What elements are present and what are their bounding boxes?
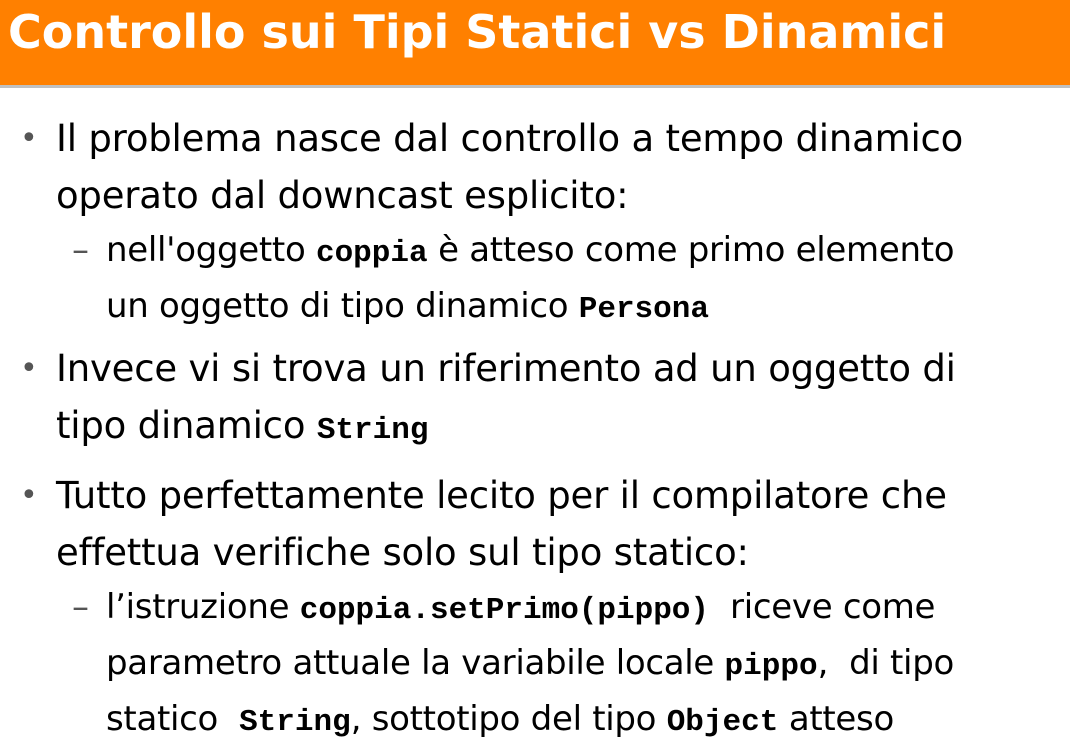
text-fragment: riceve come bbox=[709, 587, 936, 627]
sub-bullet-1-line-1 bbox=[106, 224, 1070, 280]
text-fragment: statico bbox=[106, 699, 240, 739]
sub-bullet-marker: – bbox=[72, 587, 89, 627]
text-fragment: un oggetto di tipo dinamico bbox=[106, 286, 579, 326]
sub-bullet-3-line-2 bbox=[106, 637, 1070, 693]
code-string: String bbox=[316, 413, 429, 448]
sub-bullet-1 bbox=[0, 224, 1070, 336]
bullet-3-line-1: Tutto perfettamente lecito per il compilatore che bbox=[56, 474, 947, 517]
code-string: String bbox=[239, 705, 351, 740]
text-fragment: è atteso come primo elemento bbox=[427, 230, 955, 270]
bullet-1-line-1: Il problema nasce dal controllo a tempo dinamico bbox=[56, 117, 964, 160]
bullet-1 bbox=[0, 110, 1070, 224]
title-bar bbox=[0, 0, 1070, 88]
bullet-marker: • bbox=[20, 351, 38, 386]
slide-content bbox=[0, 110, 1070, 749]
bullet-2 bbox=[0, 340, 1070, 459]
sub-bullet-marker: – bbox=[72, 230, 89, 270]
bullet-marker: • bbox=[20, 478, 38, 513]
bullet-marker: • bbox=[20, 121, 38, 156]
code-object: Object bbox=[666, 705, 779, 740]
slide-title: Controllo sui Tipi Statici vs Dinamici bbox=[8, 5, 947, 59]
sub-bullet-1-line-2 bbox=[106, 280, 1070, 336]
text-fragment: atteso bbox=[778, 699, 894, 739]
text-fragment: parametro attuale la variabile locale bbox=[106, 643, 725, 683]
bullet-1-line-2: operato dal downcast esplicito: bbox=[56, 174, 629, 217]
text-fragment: nell'oggetto bbox=[106, 230, 316, 270]
sub-bullet-3-line-1 bbox=[106, 581, 1070, 637]
bullet-3-line-2: effettua verifiche solo sul tipo statico: bbox=[56, 531, 749, 574]
text-fragment: l’istruzione bbox=[106, 587, 300, 627]
bullet-2-line-2 bbox=[56, 397, 1070, 459]
text-fragment: , sottotipo del tipo bbox=[350, 699, 667, 739]
sub-bullet-3-line-3 bbox=[106, 693, 1070, 749]
sub-bullet-3 bbox=[0, 581, 1070, 749]
code-set-primo: coppia.setPrimo(pippo) bbox=[299, 593, 710, 628]
text-fragment: tipo dinamico bbox=[56, 404, 317, 447]
code-coppia: coppia bbox=[315, 236, 428, 271]
bullet-3 bbox=[0, 467, 1070, 581]
bullet-2-line-1: Invece vi si trova un riferimento ad un oggetto di bbox=[56, 347, 956, 390]
code-pippo: pippo bbox=[724, 649, 818, 684]
text-fragment: , di tipo bbox=[817, 643, 954, 683]
code-persona: Persona bbox=[578, 292, 709, 327]
